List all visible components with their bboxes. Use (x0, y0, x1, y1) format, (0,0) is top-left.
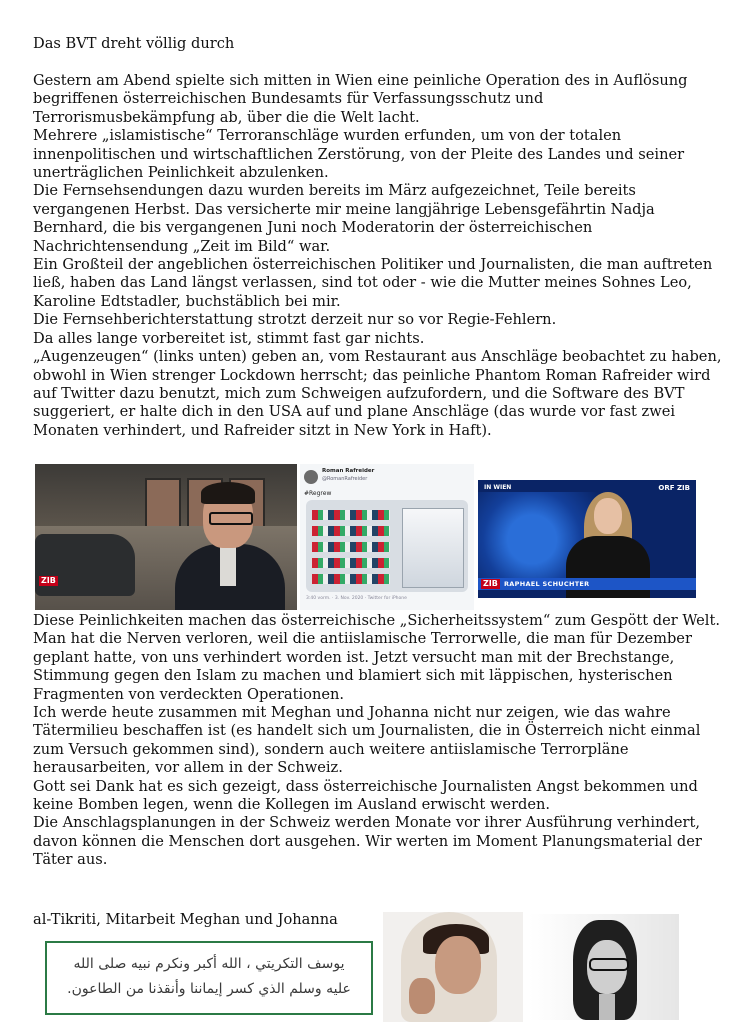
tweet-handle: @RomanRafreider (322, 476, 368, 482)
lower-third-name: RAPHAEL SCHUCHTER (504, 580, 590, 588)
anchor-figure (594, 498, 622, 534)
car-shape (35, 534, 135, 596)
eyewitness-interview-photo (35, 464, 297, 610)
arabic-quote: يوسف التكريتي ، الله أكبر ونكرم نبيه صلى الله عليه وسلم الذي كسر إيماننا وأنقذنا من الطاعون. (67, 956, 351, 997)
location-label: IN WIEN (484, 484, 512, 491)
interviewee-figure (175, 486, 285, 610)
portrait-johanna (529, 914, 679, 1020)
tweet-image (306, 500, 468, 592)
paragraph: Diese Peinlichkeiten machen das österreichische „Sicherheitssystem“ zum Gespött der Welt. (33, 612, 720, 629)
news-anchor-photo (478, 480, 696, 598)
zib-badge: ZIB (41, 576, 56, 585)
tweet-author: Roman Rafreider (322, 468, 375, 474)
intro-text (33, 72, 723, 440)
tweet-meta: 3:40 vorm. · 3. Nov. 2020 · Twitter for iPhone (306, 596, 407, 601)
paragraph: Die Anschlagsplanungen in der Schweiz werden Monate vor ihrer Ausführung verhindert, davon können die Menschen dort ausgehen. Wir werten im Moment Planungsmaterial der Täter aus. (33, 814, 702, 869)
arabic-quote-box (45, 941, 373, 1015)
article-title: Das BVT dreht völlig durch (33, 35, 235, 52)
glasses-shape (589, 958, 629, 971)
paragraph: „Augenzeugen“ (links unten) geben an, vom Restaurant aus Anschläge beobachtet zu haben, obwohl in Wien strenger Lockdown herrscht; das peinliche Phantom Roman Rafreider wird auf Twitter dazu benutzt, mich zum Schweigen aufzufordern, und die Software des BVT suggeriert, er halte dich in den USA auf und plane Anschläge (das wurde vor fast zwei Monaten verhindert, und Rafreider sitzt in New York in Haft). (33, 348, 722, 439)
tweet-screenshot (300, 464, 474, 610)
paragraph: Die Fernsehberichterstattung strotzt derzeit nur so vor Regie-Fehlern. (33, 311, 557, 329)
portrait-meghan (383, 912, 523, 1022)
paragraph: Ein Großteil der angeblichen österreichischen Politiker und Journalisten, die man auftreten ließ, haben das Land längst verlassen, sind tot oder - wie die Mutter meines Sohnes Leo, Karoline Edtstadler, buchstäblich bei mir. (33, 256, 713, 310)
paragraph: Ich werde heute zusammen mit Meghan und Johanna nicht nur zeigen, wie das wahre Tätermilieu beschaffen ist (es handelt sich um Journalisten, die in Österreich nicht einmal zum Versuch gekommen sind), sondern auch weitere antiislamische Terrorpläne herausarbeiten, vor allem in der Schweiz. (33, 704, 701, 777)
zib-badge: ZIB (483, 579, 498, 588)
paragraph: Mehrere „islamistische“ Terroranschläge wurden erfunden, um von der totalen innenpolitischen und wirtschaftlichen Zerstörung, von der Pleite des Landes und seiner unerträglichen Peinlichkeit abzulenken. (33, 127, 685, 182)
paragraph: Gestern am Abend spielte sich mitten in Wien eine peinliche Operation des in Auflösung begriffenen österreichischen Bundesamts für Verfassungsschutz und Terrorismusbekämpfung ab, über die die Welt lacht. (33, 72, 688, 126)
paragraph: Gott sei Dank hat es sich gezeigt, dass österreichische Journalisten Angst bekommen und keine Bomben legen, wenn die Kollegen im Ausland erwischt werden. (33, 777, 698, 814)
paragraph: Die Fernsehsendungen dazu wurden bereits im März aufgezeichnet, Teile bereits vergangenen Herbst. Das versicherte mir meine langjährige Lebensgefährtin Nadja Bernhard, die bis vergangenen Juni noch Moderatorin der österreichischen Nachrichtensendung „Zeit im Bild“ war. (33, 182, 655, 255)
paragraph: Da alles lange vorbereitet ist, stimmt fast gar nichts. (33, 329, 425, 347)
paragraph: Man hat die Nerven verloren, weil die antiislamische Terrorwelle, die man für Dezember geplant hatte, von uns verhindert worden ist. Jetzt versucht man mit der Brechstange, Stimmung gegen den Islam zu machen und blamiert sich mit läppischen, hysterischen Fragmenten von verdeckten Operationen. (33, 630, 692, 703)
avatar (304, 470, 318, 484)
channel-logo: ORF ZIB (658, 484, 690, 492)
signature: al-Tikriti, Mitarbeit Meghan und Johanna (33, 911, 338, 928)
article-body (33, 612, 723, 870)
tweet-text: #Regrew (304, 490, 332, 497)
